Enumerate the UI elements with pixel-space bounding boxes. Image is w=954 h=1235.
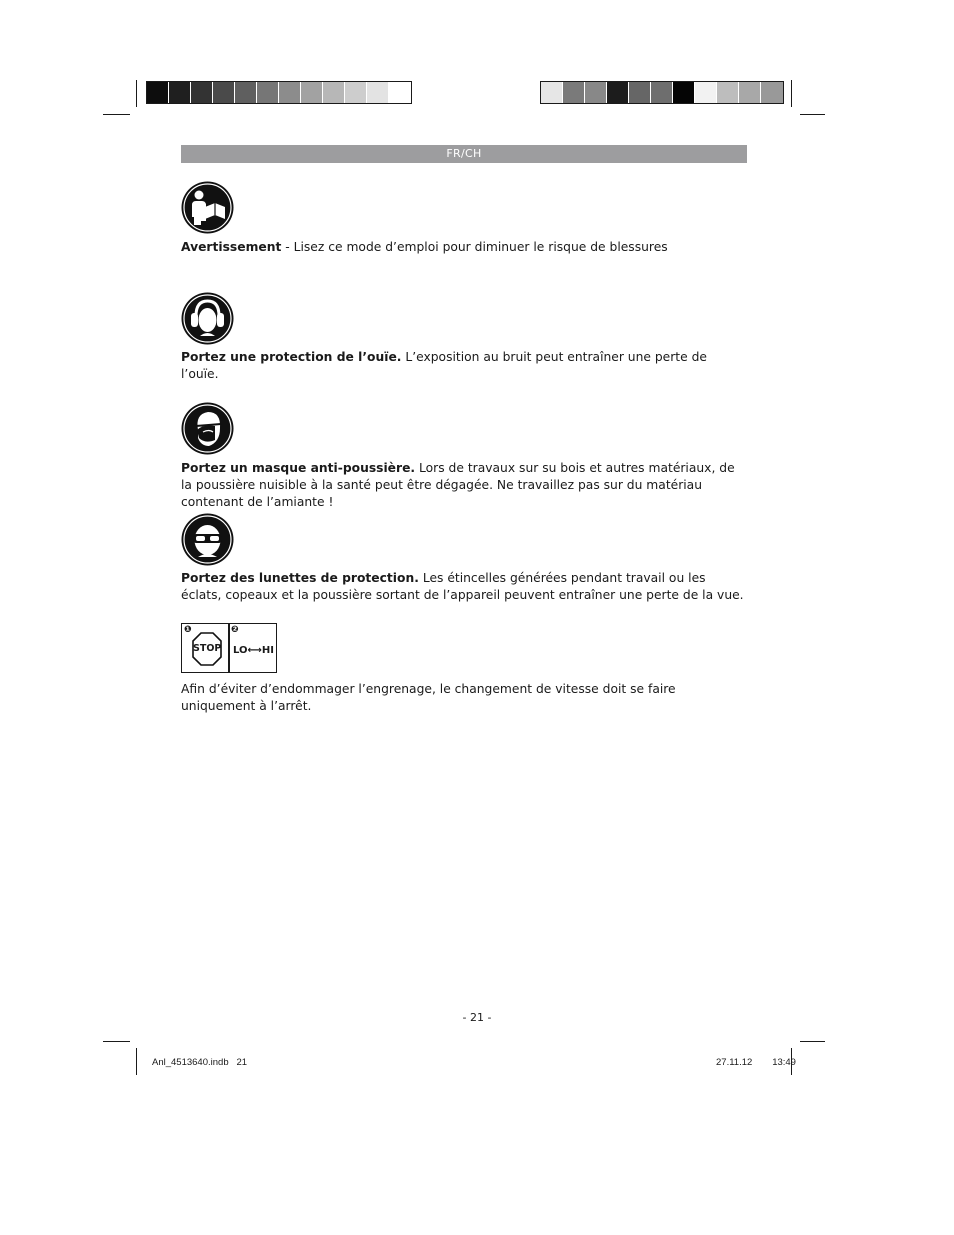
lo-label: LO: [233, 645, 248, 656]
color-swatch: [301, 82, 323, 103]
crop-mark: [791, 80, 792, 107]
color-swatch: [673, 82, 695, 103]
paragraph-text: - Lisez ce mode d’emploi pour diminuer le risque de blessures: [281, 240, 668, 254]
paragraph-title: Portez une protection de l’ouïe.: [181, 350, 402, 364]
color-swatch: [541, 82, 563, 103]
stop-label: STOP: [193, 643, 222, 654]
crop-mark: [136, 1048, 137, 1075]
step-number: ❶: [184, 625, 192, 635]
dust-mask-icon: [181, 402, 234, 455]
language-header-bar: FR/CH: [181, 145, 747, 163]
color-swatch: [323, 82, 345, 103]
crop-mark: [800, 114, 825, 115]
color-calibration-bar-left: [146, 81, 412, 104]
color-swatch: [213, 82, 235, 103]
speed-change-note: Afin d’éviter d’endommager l’engrenage, le changement de vitesse doit se faire uniquement à l’arrêt.: [181, 682, 676, 713]
color-swatch: [367, 82, 389, 103]
color-swatch: [717, 82, 739, 103]
lo-hi-label: [233, 645, 274, 656]
page-number: - 21 -: [462, 1011, 492, 1024]
color-swatch: [235, 82, 257, 103]
paragraph-text: Lors de travaux sur su bois et autres matériaux, de la poussière nuisible à la santé peut être dégagée. Ne travaillez pas sur du matériau contenant de l’amiante !: [181, 461, 735, 509]
color-swatch: [761, 82, 783, 103]
crop-mark: [103, 1041, 130, 1042]
safety-glasses-paragraph: [181, 570, 747, 604]
step-number: ❷: [231, 625, 239, 635]
safety-glasses-icon: [181, 513, 234, 566]
color-calibration-bar-right: [540, 81, 784, 104]
color-swatch: [585, 82, 607, 103]
ear-protection-icon: [181, 292, 234, 345]
color-swatch: [147, 82, 169, 103]
color-swatch: [345, 82, 367, 103]
lo-hi-box: [228, 623, 277, 673]
hi-label: HI: [261, 645, 274, 656]
color-swatch: [389, 82, 411, 103]
color-swatch: [629, 82, 651, 103]
paragraph-text: L’exposition au bruit peut entraîner une perte de l’ouïe.: [181, 350, 707, 381]
color-swatch: [257, 82, 279, 103]
color-swatch: [191, 82, 213, 103]
footer-datetime: 27.11.12 13:49: [716, 1057, 796, 1068]
color-swatch: [695, 82, 717, 103]
dust-mask-paragraph: [181, 460, 747, 511]
color-swatch: [739, 82, 761, 103]
color-swatch: [563, 82, 585, 103]
read-manual-icon: [181, 181, 234, 234]
color-swatch: [279, 82, 301, 103]
speed-change-diagram: [181, 623, 278, 673]
paragraph-title: Avertissement: [181, 240, 282, 254]
crop-mark: [136, 80, 137, 107]
footer-file-info: Anl_4513640.indb 21: [152, 1057, 248, 1068]
crop-mark: [103, 114, 130, 115]
color-swatch: [607, 82, 629, 103]
double-arrow-icon: ⟷: [247, 645, 262, 656]
paragraph-title: Portez des lunettes de protection.: [181, 571, 419, 585]
stop-box: [181, 623, 230, 673]
hearing-protection-paragraph: [181, 349, 747, 383]
crop-mark: [800, 1041, 825, 1042]
warning-paragraph: [181, 239, 747, 256]
paragraph-text: Les étincelles générées pendant travail ou les éclats, copeaux et la poussière sortant de l’appareil peuvent entraîner une perte de la vue.: [181, 571, 744, 602]
color-swatch: [169, 82, 191, 103]
paragraph-title: Portez un masque anti-poussière.: [181, 461, 416, 475]
color-swatch: [651, 82, 673, 103]
